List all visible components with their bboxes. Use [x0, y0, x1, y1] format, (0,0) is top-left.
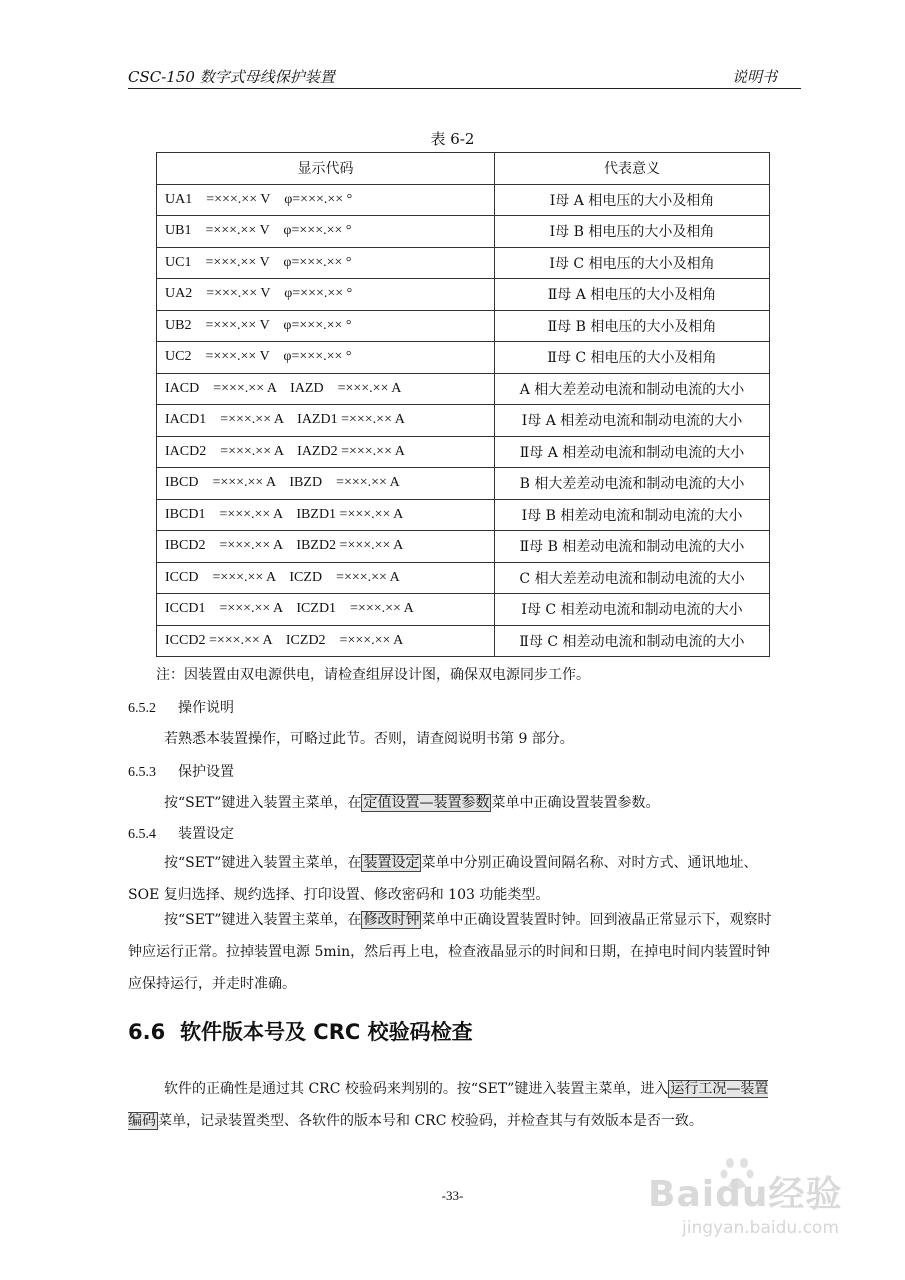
- meaning-cell: Ⅰ母 C 相电压的大小及相角: [495, 247, 770, 279]
- table-row: [157, 216, 770, 248]
- meaning-cell: Ⅱ母 A 相差动电流和制动电流的大小: [495, 436, 770, 468]
- menu-path-setting-params: 定值设置—装置参数: [363, 795, 490, 811]
- meaning-cell: Ⅱ母 B 相差动电流和制动电流的大小: [495, 531, 770, 563]
- watermark-brand: Baidu经验: [648, 1174, 843, 1215]
- section-6-5-3-heading: [128, 761, 234, 781]
- table-row: [157, 184, 770, 216]
- meaning-cell: Ⅱ母 C 相差动电流和制动电流的大小: [495, 625, 770, 657]
- section-6-5-3-text: 按“SET”键进入装置主菜单，在 定值设置—装置参数 菜单中正确设置装置参数。: [164, 795, 660, 811]
- display-code-cell: IACD2 =×××.×× A IAZD2 =×××.×× A: [157, 436, 495, 468]
- display-code-cell: IBCD1 =×××.×× A IBZD1 =×××.×× A: [157, 499, 495, 531]
- meaning-cell: Ⅰ母 B 相差动电流和制动电流的大小: [495, 499, 770, 531]
- page-number: -33-: [441, 1188, 464, 1203]
- meaning-cell: Ⅰ母 A 相电压的大小及相角: [495, 184, 770, 216]
- baidu-jingyan-watermark: [640, 1150, 890, 1260]
- display-code-cell: UC2 =×××.×× V φ=×××.×× °: [157, 342, 495, 374]
- meaning-cell: Ⅱ母 A 相电压的大小及相角: [495, 279, 770, 311]
- section-number: 6.5.4: [128, 827, 156, 842]
- section-title: 装置设定: [178, 826, 234, 842]
- meaning-cell: Ⅰ母 B 相电压的大小及相角: [495, 216, 770, 248]
- header-title: CSC-150 数字式母线保护装置: [128, 68, 335, 86]
- section-number: 6.5.2: [128, 701, 156, 716]
- section-6-5-2-heading: [128, 697, 234, 717]
- section-6-5-4-paragraph-2: 按“SET”键进入装置主菜单，在 修改时钟 菜单中正确设置装置时钟。回到液晶正常显示下，观察时钟应运行正常。拉掉装置电源 5min，然后再上电，检查液晶显示的时间和日期，在掉电时间内装置时钟应保持运行，并走时准确。: [128, 912, 772, 992]
- table-row: [157, 247, 770, 279]
- column-header-code: 显示代码: [157, 153, 495, 185]
- table-row: [157, 373, 770, 405]
- meaning-cell: Ⅱ母 C 相电压的大小及相角: [495, 342, 770, 374]
- table-row: [157, 499, 770, 531]
- table-row: [157, 531, 770, 563]
- section-title: 保护设置: [178, 764, 234, 780]
- section-number: 6.5.3: [128, 765, 156, 780]
- meaning-cell: B 相大差差动电流和制动电流的大小: [495, 468, 770, 500]
- column-header-meaning: 代表意义: [495, 153, 770, 185]
- section-number: 6.6: [128, 1020, 166, 1044]
- meaning-cell: A 相大差差动电流和制动电流的大小: [495, 373, 770, 405]
- table-caption: 表 6-2: [430, 130, 475, 148]
- menu-path-device-setting: 装置设定: [363, 855, 420, 871]
- display-code-cell: UA1 =×××.×× V φ=×××.×× °: [157, 184, 495, 216]
- watermark-url: jingyan.baidu.com: [682, 1218, 839, 1238]
- display-code-cell: ICCD1 =×××.×× A ICZD1 =×××.×× A: [157, 594, 495, 626]
- menu-path-device-code: 运行工况—装置编码: [128, 1081, 769, 1129]
- table-row: [157, 436, 770, 468]
- section-6-6-text: 软件的正确性是通过其 CRC 校验码来判别的。按“SET”键进入装置主菜单，进入 运行工况—装置编码 菜单，记录装置类型、各软件的版本号和 CRC 校验码，并检查其与有效版本是否一致。: [128, 1081, 769, 1129]
- table-row: [157, 342, 770, 374]
- display-code-cell: UB1 =×××.×× V φ=×××.×× °: [157, 216, 495, 248]
- display-code-cell: IACD =×××.×× A IAZD =×××.×× A: [157, 373, 495, 405]
- menu-path-modify-clock: 修改时钟: [363, 912, 420, 928]
- table-row: [157, 405, 770, 437]
- section-title: 操作说明: [178, 700, 234, 716]
- header-doc-type: 说明书: [731, 68, 777, 86]
- section-title: 软件版本号及 CRC 校验码检查: [180, 1020, 473, 1044]
- display-code-cell: IBCD =×××.×× A IBZD =×××.×× A: [157, 468, 495, 500]
- display-code-cell: IACD1 =×××.×× A IAZD1 =×××.×× A: [157, 405, 495, 437]
- display-code-cell: ICCD2 =×××.×× A ICZD2 =×××.×× A: [157, 625, 495, 657]
- section-6-5-4-heading: [128, 823, 234, 843]
- display-code-cell: UA2 =×××.×× V φ=×××.×× °: [157, 279, 495, 311]
- meaning-cell: C 相大差差动电流和制动电流的大小: [495, 562, 770, 594]
- table-row: [157, 468, 770, 500]
- table-row: [157, 594, 770, 626]
- table-header-row: [157, 153, 770, 185]
- display-code-table: [156, 152, 770, 657]
- meaning-cell: Ⅰ母 A 相差动电流和制动电流的大小: [495, 405, 770, 437]
- table-row: [157, 279, 770, 311]
- display-code-cell: ICCD =×××.×× A ICZD =×××.×× A: [157, 562, 495, 594]
- display-code-cell: UC1 =×××.×× V φ=×××.×× °: [157, 247, 495, 279]
- table-row: [157, 310, 770, 342]
- section-6-6-heading: [128, 1016, 473, 1046]
- display-code-cell: IBCD2 =×××.×× A IBZD2 =×××.×× A: [157, 531, 495, 563]
- table-row: [157, 625, 770, 657]
- section-6-5-2-text: 若熟悉本装置操作，可略过此节。否则，请查阅说明书第 9 部分。: [164, 731, 574, 747]
- table-row: [157, 562, 770, 594]
- meaning-cell: Ⅱ母 B 相电压的大小及相角: [495, 310, 770, 342]
- table-note: 注：因装置由双电源供电，请检查组屏设计图，确保双电源同步工作。: [156, 667, 590, 683]
- display-code-cell: UB2 =×××.×× V φ=×××.×× °: [157, 310, 495, 342]
- header-rule: [128, 88, 801, 89]
- section-6-5-4-paragraph-1: 按“SET”键进入装置主菜单，在 装置设定 菜单中分别正确设置间隔名称、对时方式、通讯地址、SOE 复归选择、规约选择、打印设置、修改密码和 103 功能类型。: [128, 855, 758, 903]
- meaning-cell: Ⅰ母 C 相差动电流和制动电流的大小: [495, 594, 770, 626]
